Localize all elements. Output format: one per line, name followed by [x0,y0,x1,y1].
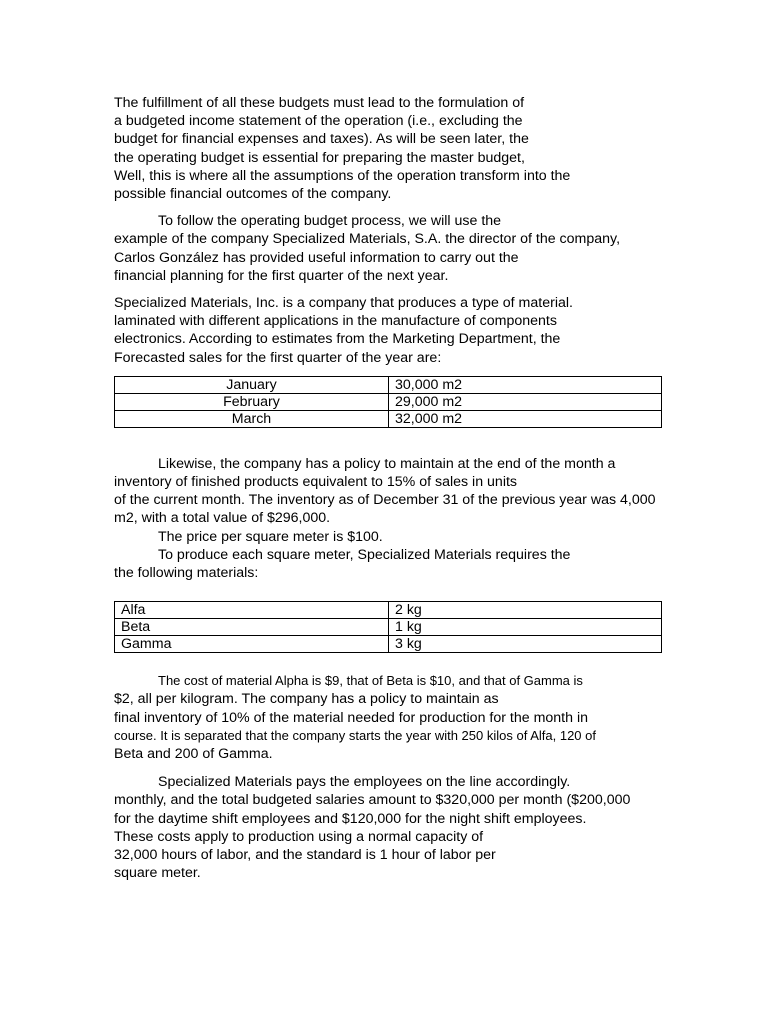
text-line: the following materials: [114,565,259,582]
material-cell: Gamma [115,636,389,653]
text-line: $2, all per kilogram. The company has a policy to maintain as [114,691,499,708]
table-row [115,619,662,636]
text-line: possible financial outcomes of the company. [114,186,392,203]
table-row [115,602,662,619]
text-line: course. It is separated that the company starts the year with 250 kilos of Alfa, 120 of [114,727,596,743]
text-line: Carlos González has provided useful information to carry out the [114,249,519,266]
text-line: of the current month. The inventory as of December 31 of the previous year was 4,000 [114,492,656,509]
materials-table [114,601,662,653]
quantity-cell: 2 kg [389,602,662,619]
paragraph-forecasted-sales [114,294,674,367]
text-line: the operating budget is essential for preparing the master budget, [114,149,525,166]
text-line: Well, this is where all the assumptions of the operation transform into the [114,167,571,184]
text-line: The fulfillment of all these budgets must lead to the formulation of [114,95,525,111]
material-cell: Alfa [115,602,389,619]
text-line: inventory of finished products equivalent to 15% of sales in units [114,474,518,491]
text-line: financial planning for the first quarter of the next year. [114,267,449,284]
text-line: Specialized Materials pays the employees on the line accordingly. [158,774,571,791]
quantity-cell: 1 kg [389,619,662,636]
paragraph-inventory-policy [114,455,674,582]
sales-value-cell: 30,000 m2 [389,376,662,393]
month-cell: February [115,393,389,410]
month-cell: March [115,410,389,427]
text-line: m2, with a total value of $296,000. [114,510,331,527]
sales-value-cell: 32,000 m2 [389,410,662,427]
paragraph-salaries [114,773,674,882]
text-line: electronics. According to estimates from the Marketing Department, the [114,331,561,348]
text-line: To produce each square meter, Specialized Materials requires the [158,546,571,563]
paragraph-example-company [114,212,674,285]
text-line: Specialized Materials, Inc. is a company that produces a type of material. [114,295,573,312]
text-line: final inventory of 10% of the material needed for production for the month in [114,709,588,726]
sales-forecast-table [114,376,662,428]
text-line: 32,000 hours of labor, and the standard is 1 hour of labor per [114,847,496,864]
table-row [115,393,662,410]
text-line: Forecasted sales for the first quarter of the year are: [114,349,442,366]
text-line: laminated with different applications in the manufacture of components [114,313,557,330]
text-line: monthly, and the total budgeted salaries amount to $320,000 per month ($200,000 [114,792,631,809]
text-line: example of the company Specialized Materials, S.A. the director of the company, [114,231,621,248]
table-row [115,410,662,427]
month-cell: January [115,376,389,393]
text-line: Beta and 200 of Gamma. [114,746,273,763]
text-line: a budgeted income statement of the operation (i.e., excluding the [114,113,523,130]
paragraph-material-costs [114,672,674,763]
text-line: The price per square meter is $100. [158,528,383,545]
text-line: for the daytime shift employees and $120,000 for the night shift employees. [114,810,587,827]
text-line: square meter. [114,865,201,882]
sales-value-cell: 29,000 m2 [389,393,662,410]
text-line: These costs apply to production using a normal capacity of [114,828,484,845]
text-line: budget for financial expenses and taxes). As will be seen later, the [114,131,529,148]
paragraph-budgets-formulation [114,94,674,203]
document-page [114,94,674,883]
quantity-cell: 3 kg [389,636,662,653]
text-line: To follow the operating budget process, we will use the [158,213,502,230]
text-line: Likewise, the company has a policy to maintain at the end of the month a [158,455,616,472]
table-row [115,376,662,393]
text-line: The cost of material Alpha is $9, that of Beta is $10, and that of Gamma is [158,673,583,689]
material-cell: Beta [115,619,389,636]
table-row [115,636,662,653]
